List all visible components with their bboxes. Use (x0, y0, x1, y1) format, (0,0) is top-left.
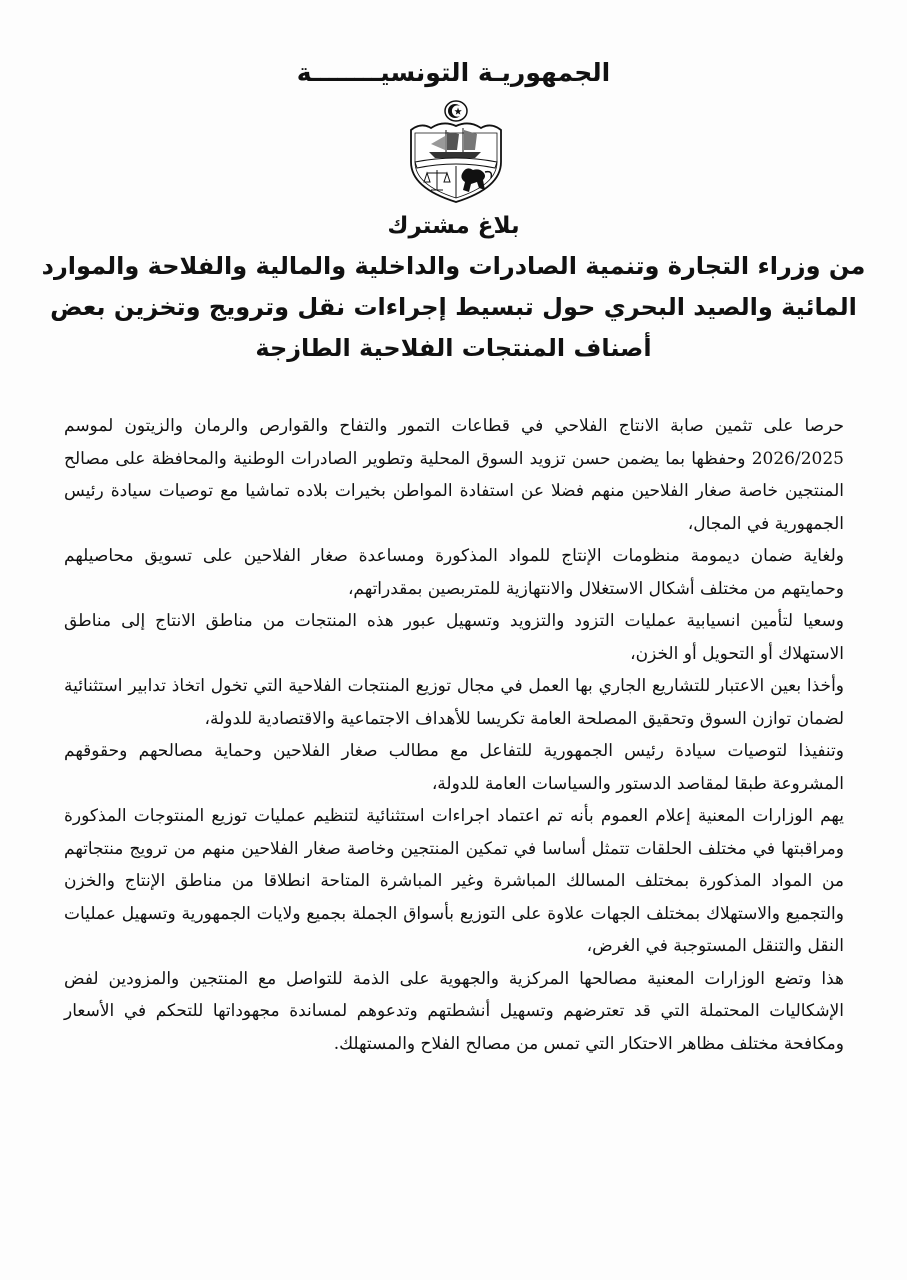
paragraph: وأخذا بعين الاعتبار للتشاريع الجاري بها العمل في مجال توزيع المنتجات الفلاحية التي تخول اتخاذ تدابير استثنائية لضمان توازن السوق وتحقيق المصلحة العامة تكريسا للأهداف الاجتماعية والاقتصادية للدولة، (64, 676, 844, 729)
paragraph: ولغاية ضمان ديمومة منظومات الإنتاج للمواد المذكورة ومساعدة صغار الفلاحين على تسويق محاصيلهم وحمايتهم من مختلف أشكال الاستغلال والانتهازية للمتربصين بمقدراتهم، (64, 546, 844, 599)
crescent-star-icon (445, 101, 467, 121)
tunisia-coat-of-arms-icon (401, 100, 511, 205)
paragraph: وسعيا لتأمين انسيابية عمليات التزود والتزويد وتسهيل عبور هذه المنتجات من مناطق الانتاج إلى مناطق الاستهلاك أو التحويل أو الخزن، (64, 611, 844, 664)
title-block (40, 206, 867, 369)
paragraph: حرصا على تثمين صابة الانتاج الفلاحي في قطاعات التمور والتفاح والقوارص والرمان والزيتون لموسم 2026/2025 وحفظها بما يضمن حسن تزويد السوق المحلية وتطوير الصادرات الوطنية والمحافظة على مصالح المنتجين خاصة صغار الفلاحين منهم فضلا عن استفادة المواطن بخيرات بلاده تماشيا مع توصيات سيادة رئيس الجمهورية في المجال، (64, 416, 844, 534)
paragraph: وتنفيذا لتوصيات سيادة رئيس الجمهورية للتفاعل مع مطالب صغار الفلاحين وحماية مصالحهم وحقوقهم المشروعة طبقا لمقاصد الدستور والسياسات العامة للدولة، (64, 741, 844, 794)
body-text (64, 410, 844, 1060)
paragraph: هذا وتضع الوزارات المعنية مصالحها المركزية والجهوية على الذمة للتواصل مع المنتجين والمزودين لفض الإشكاليات المحتملة التي قد تعترضهم وتسهيل أنشطتهم وتدعوهم لمساندة مجهوداتها للتحكم في الأسعار ومكافحة مختلف مظاهر الاحتكار التي تمس من مصالح الفلاح والمستهلك. (64, 968, 844, 1054)
document-type-heading: بلاغ مشترك (387, 213, 520, 239)
paragraph: يهم الوزارات المعنية إعلام العموم بأنه تم اعتماد اجراءات استثنائية لتنظيم عمليات توزيع المنتوجات المذكورة ومراقبتها في مختلف الحلقات تتمثل أساسا في تمكين المنتجين وخاصة صغار الفلاحين منهم من ترويج منتجاتهم من المواد المذكورة بمختلف المسالك المباشرة وغير المباشرة المتاحة انطلاقا من مناطق الإنتاج والخزن والتجميع والاستهلاك بمختلف الجهات علاوة على التوزيع بأسواق الجملة بجميع ولايات الجمهورية وتسهيل عمليات النقل والتنقل المستوجبة في الغرض، (64, 806, 844, 956)
document-subject-heading: من وزراء التجارة وتنمية الصادرات والداخلية والمالية والفلاحة والموارد المائية والصيد البحري حول تبسيط إجراءات نقل وترويج وتخزين بعض أصناف المنتجات الفلاحية الطازجة (41, 252, 866, 362)
state-name-header: الجمهوريـة التونسيــــــــة (296, 58, 611, 87)
